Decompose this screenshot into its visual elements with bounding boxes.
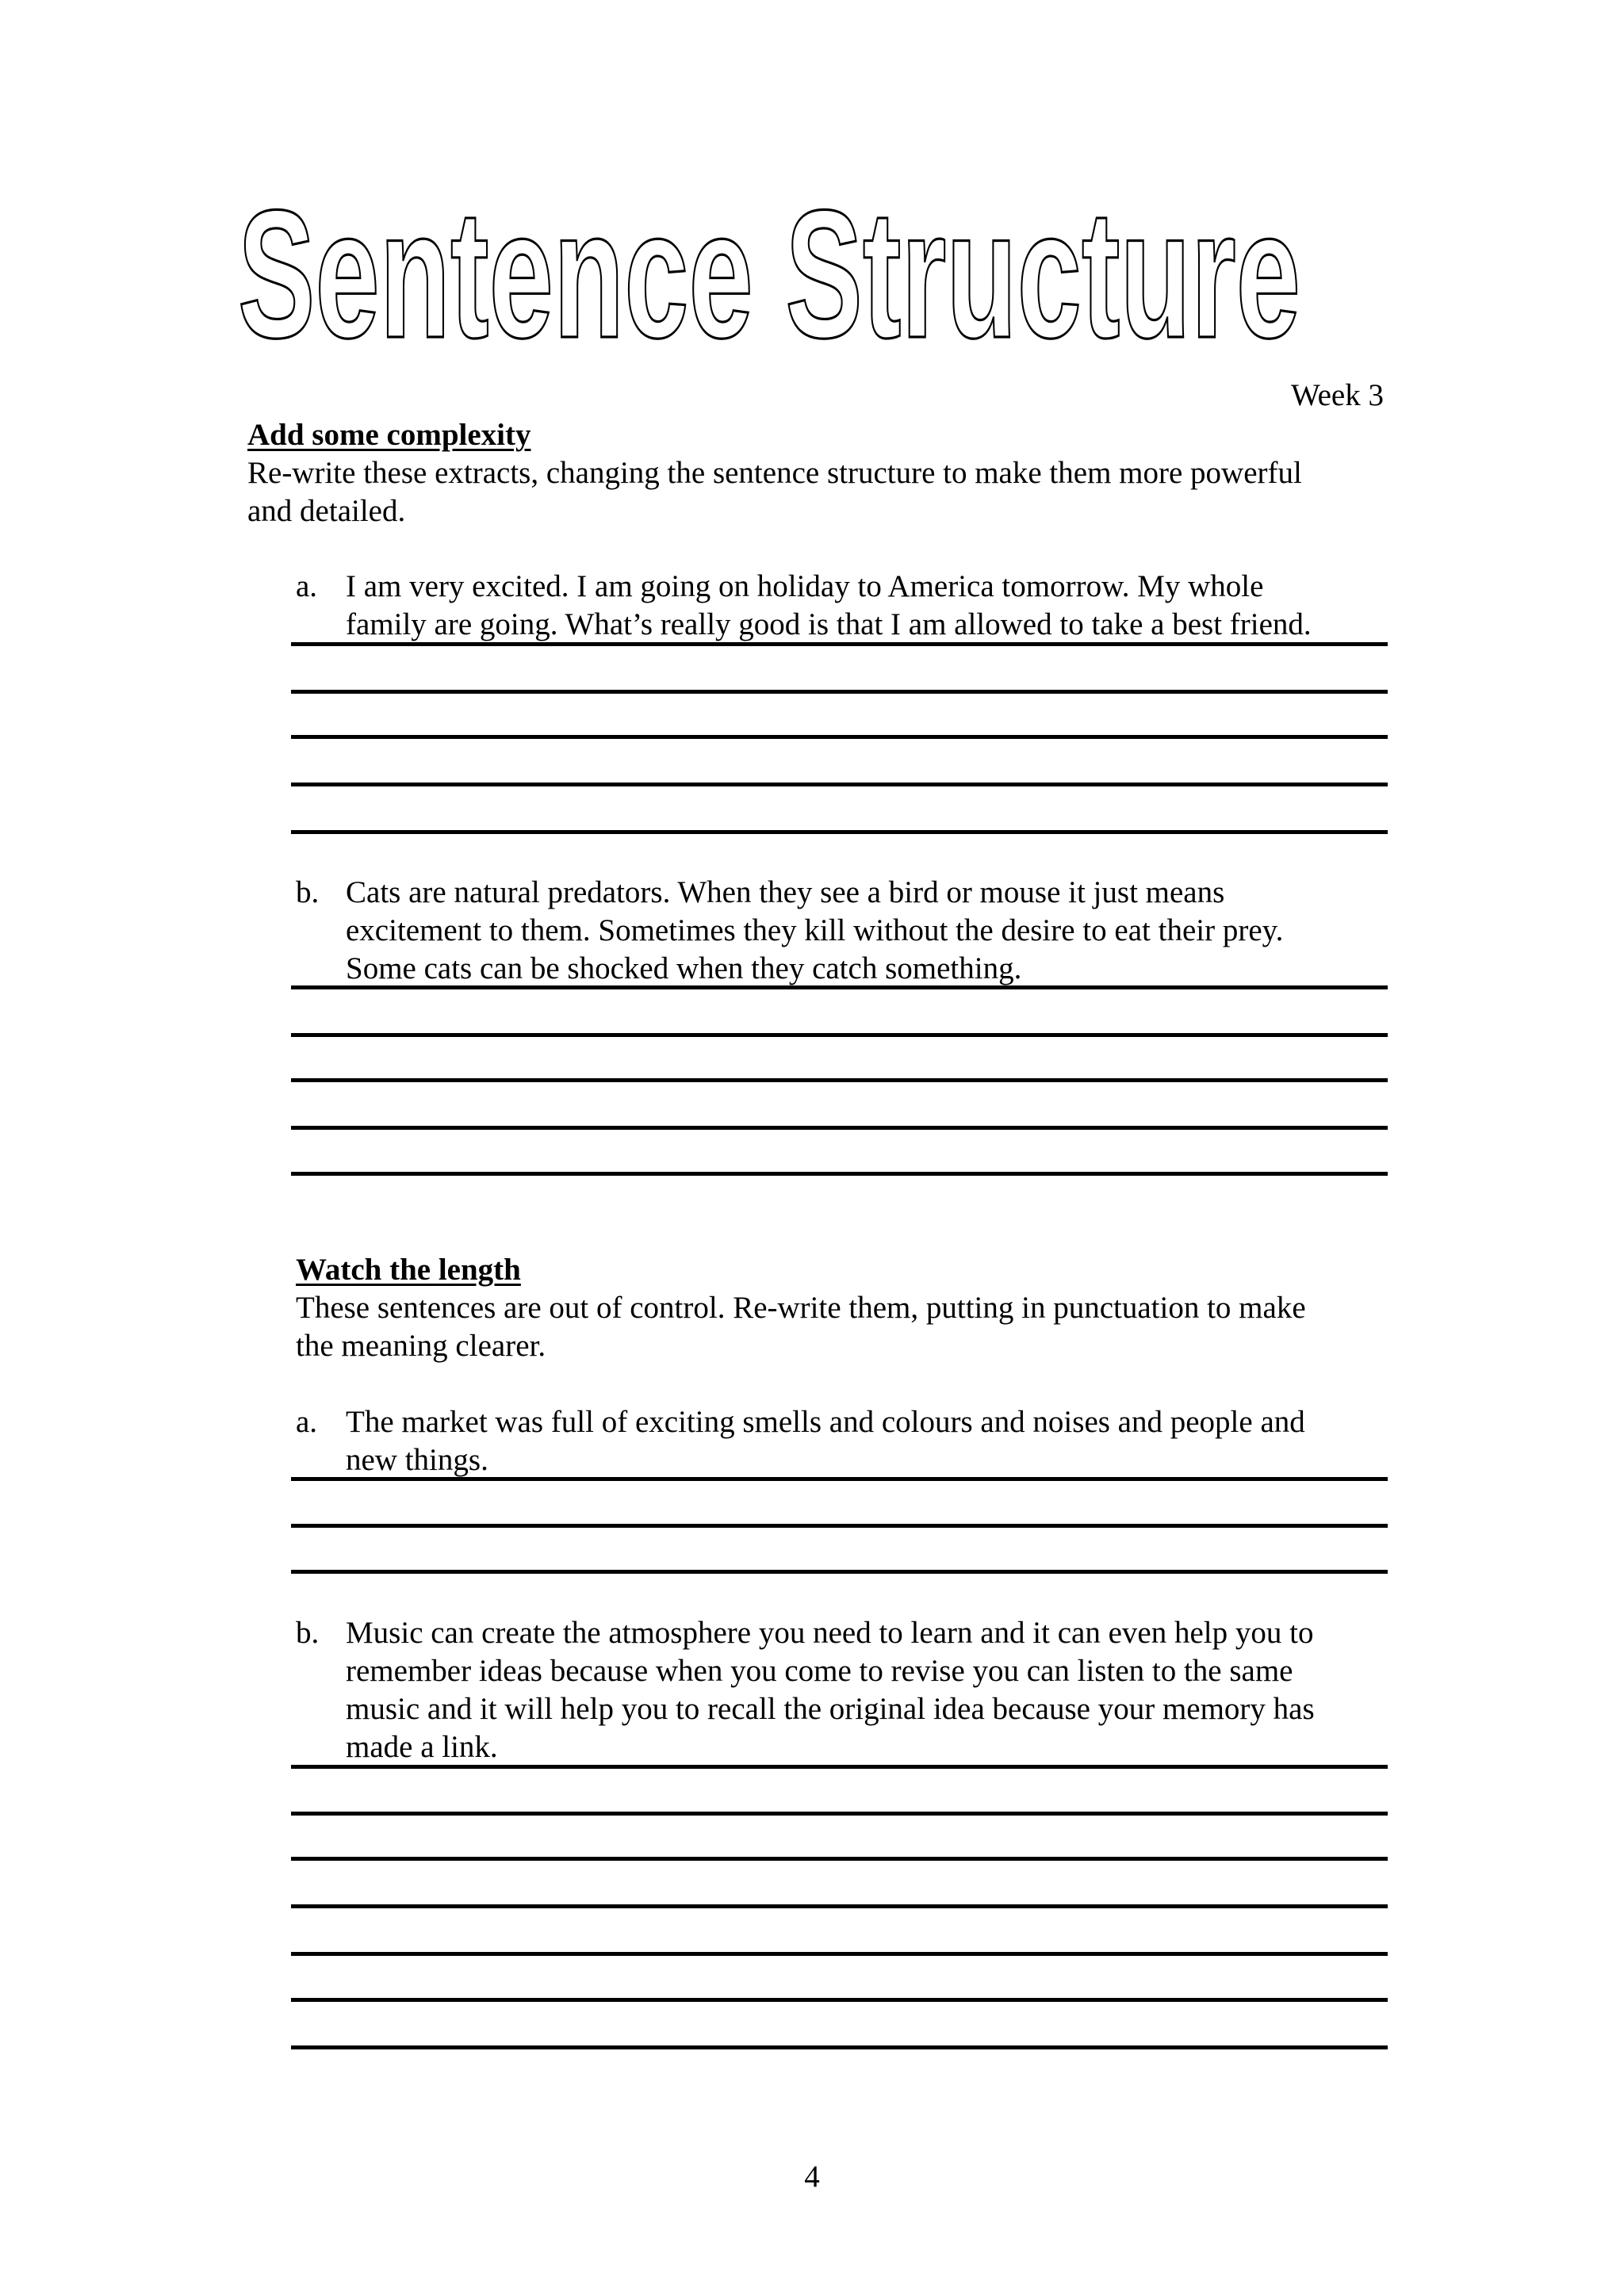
answer-line[interactable] [291,783,1388,786]
item-text-line: Cats are natural predators. When they see a bird or mouse it just means [346,875,1225,909]
item-marker: b. [296,875,320,909]
answer-line[interactable] [291,1952,1388,1956]
section-heading-length: Watch the length [296,1253,521,1287]
answer-line[interactable] [291,1812,1388,1816]
answer-line[interactable] [291,830,1388,834]
item-text-line: remember ideas because when you come to revise you can listen to the same [346,1654,1293,1688]
item-text-line: Some cats can be shocked when they catch something. [346,951,1022,985]
item-text [346,1614,1315,1766]
item-text [346,1403,1305,1479]
answer-line[interactable] [291,735,1388,739]
answer-line[interactable] [291,1857,1388,1861]
item-text-line: I am very excited. I am going on holiday to America tomorrow. My whole [346,569,1264,603]
page-number: 4 [804,2160,820,2194]
instruction-line: the meaning clearer. [296,1329,546,1363]
answer-line[interactable] [291,1765,1388,1769]
item-text [346,874,1283,988]
item-text-line: Music can create the atmosphere you need to learn and it can even help you to [346,1616,1314,1650]
item-text-line: The market was full of exciting smells and colours and noises and people and [346,1405,1305,1439]
answer-line[interactable] [291,1998,1388,2002]
answer-line[interactable] [291,985,1388,989]
instruction-line: Re-write these extracts, changing the sentence structure to make them more powerful [247,456,1302,490]
answer-line[interactable] [291,2045,1388,2049]
answer-line[interactable] [291,1477,1388,1481]
section-heading-complexity: Add some complexity [247,418,531,452]
instruction-line: These sentences are out of control. Re-write them, putting in punctuation to make [296,1291,1306,1325]
answer-line[interactable] [291,642,1388,646]
answer-line[interactable] [291,1078,1388,1082]
page-title [238,178,1324,361]
item-marker: a. [296,1405,318,1439]
item-marker: b. [296,1616,320,1650]
item-marker: a. [296,569,318,603]
answer-line[interactable] [291,1033,1388,1037]
item-text-line: new things. [346,1443,488,1477]
answer-line[interactable] [291,1126,1388,1130]
page-title-text: Sentence Structure [238,178,1300,361]
week-label: Week 3 [1290,378,1384,412]
item-text-line: excitement to them. Sometimes they kill without the desire to eat their prey. [346,913,1284,947]
item-text-line: family are going. What’s really good is that I am allowed to take a best friend. [346,607,1312,641]
answer-line[interactable] [291,690,1388,694]
answer-line[interactable] [291,1570,1388,1574]
instruction-line: and detailed. [247,494,406,528]
section-instructions-complexity [247,454,1302,530]
section-instructions-length [296,1289,1306,1365]
answer-line[interactable] [291,1904,1388,1908]
item-text-line: music and it will help you to recall the original idea because your memory has [346,1692,1315,1726]
item-text [346,568,1312,644]
answer-line[interactable] [291,1524,1388,1528]
item-text-line: made a link. [346,1730,498,1764]
answer-line[interactable] [291,1172,1388,1176]
